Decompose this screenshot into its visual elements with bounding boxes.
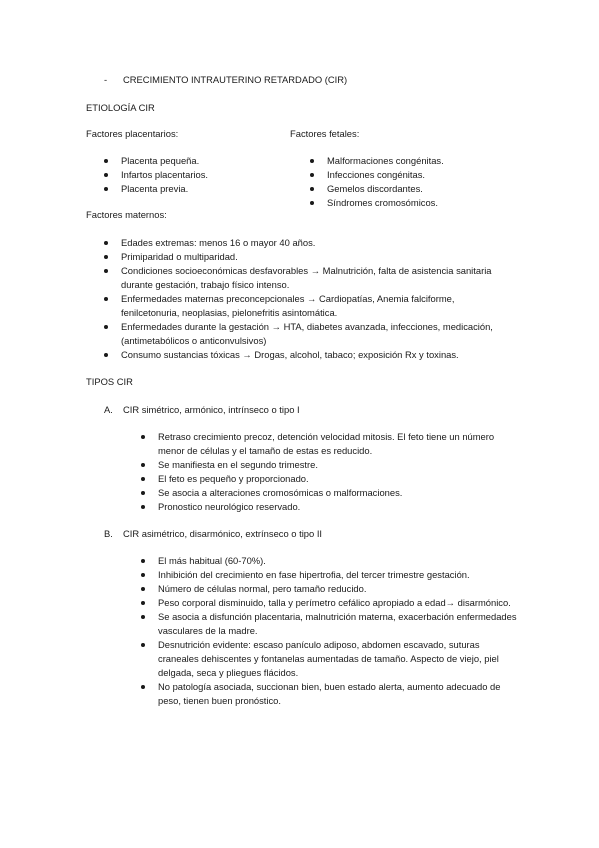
list-item: Placenta pequeña. [104, 154, 284, 168]
fetales-list [310, 154, 530, 210]
list-item: Infecciones congénitas. [310, 168, 530, 182]
list-item: Edades extremas: menos 16 o mayor 40 años. [104, 236, 499, 250]
list-item: Consumo sustancias tóxicas → Drogas, alcohol, tabaco; exposición Rx y toxinas. [104, 348, 499, 362]
list-item: Malformaciones congénitas. [310, 154, 530, 168]
list-item: Síndromes cromosómicos. [310, 196, 530, 210]
list-item: Condiciones socioeconómicas desfavorables → Malnutrición, falta de asistencia sanitaria durante gestación, trabajo físico intenso. [104, 264, 499, 292]
list-item: Infartos placentarios. [104, 168, 284, 182]
list-item: Enfermedades durante la gestación → HTA, diabetes avanzada, infecciones, medicación, (antimetabólicos o anticonvulsivos) [104, 320, 499, 348]
list-item: Placenta previa. [104, 182, 284, 196]
title-dash: - [104, 74, 108, 85]
list-item: Peso corporal disminuido, talla y perímetro cefálico apropiado a edad→ disarmónico. [141, 596, 519, 610]
list-item: El feto es pequeño y proporcionado. [141, 472, 519, 486]
list-item: El más habitual (60-70%). [141, 554, 519, 568]
list-item: Desnutrición evidente: escaso panículo adiposo, abdomen escavado, suturas craneales dehiscentes y fontanelas aumentadas de tamaño. Aspecto de viejo, piel delgada, seca y pliegues flácidos. [141, 638, 519, 680]
tipo-a-list [141, 430, 519, 514]
list-item: No patología asociada, succionan bien, buen estado alerta, aumento adecuado de peso, tienen buen pronóstico. [141, 680, 519, 708]
list-item: Inhibición del crecimiento en fase hipertrofia, del tercer trimestre gestación. [141, 568, 519, 582]
document-title: CRECIMIENTO INTRAUTERINO RETARDADO (CIR) [123, 74, 348, 85]
tipo-b-list [141, 554, 519, 708]
list-item: Pronostico neurológico reservado. [141, 500, 519, 514]
list-item: Se asocia a disfunción placentaria, malnutrición materna, exacerbación enfermedades vasculares de la madre. [141, 610, 519, 638]
list-item: Enfermedades maternas preconcepcionales → Cardiopatías, Anemia falciforme, fenilcetonuria, neoplasias, pielonefritis asintomática. [104, 292, 499, 320]
etiologia-heading: ETIOLOGÍA CIR [86, 102, 155, 113]
list-item: Se asocia a alteraciones cromosómicas o malformaciones. [141, 486, 519, 500]
tipo-a-label: CIR simétrico, armónico, intrínseco o tipo I [123, 404, 300, 415]
list-item: Número de células normal, pero tamaño reducido. [141, 582, 519, 596]
maternos-list [104, 236, 499, 362]
fetales-label: Factores fetales: [290, 128, 360, 139]
tipo-b-marker: B. [104, 528, 113, 539]
placentarios-label: Factores placentarios: [86, 128, 179, 139]
list-item: Primiparidad o multiparidad. [104, 250, 499, 264]
tipo-b-label: CIR asimétrico, disarmónico, extrínseco o tipo II [123, 528, 323, 539]
tipo-a-marker: A. [104, 404, 113, 415]
list-item: Gemelos discordantes. [310, 182, 530, 196]
list-item: Retraso crecimiento precoz, detención velocidad mitosis. El feto tiene un número menor de células y el tamaño de estas es reducido. [141, 430, 519, 458]
maternos-label: Factores maternos: [86, 209, 167, 220]
placentarios-list [104, 154, 284, 196]
tipos-heading: TIPOS CIR [86, 376, 133, 387]
list-item: Se manifiesta en el segundo trimestre. [141, 458, 519, 472]
